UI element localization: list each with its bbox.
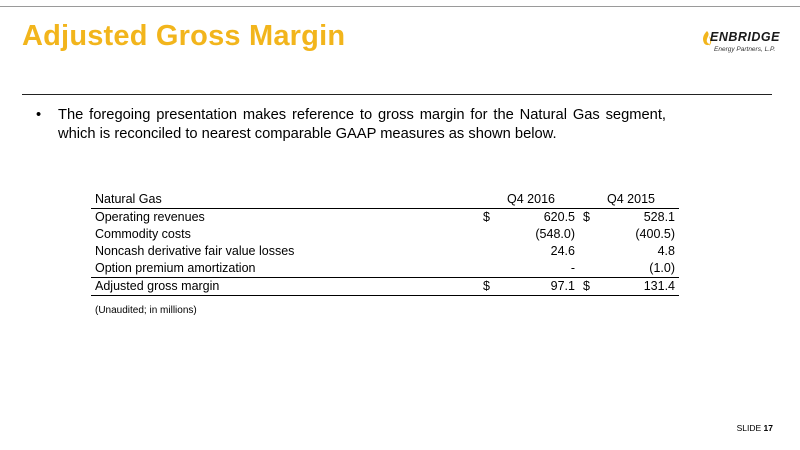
header-rule [22,94,772,95]
row-currency [579,226,597,243]
table-row [91,243,679,260]
row-value-q4-2015: 528.1 [643,210,675,224]
total-label: Adjusted gross margin [91,278,479,296]
row-value-q4-2015: 4.8 [657,244,675,258]
row-label: Option premium amortization [95,261,256,275]
bullet-dot: • [36,107,42,123]
bullet-text: The foregoing presentation makes reference to gross margin for the Natural Gas segment, which is reconciled to nearest comparable GAAP measures as shown below. [58,107,666,142]
top-rule [0,6,800,7]
total-currency: $ [479,278,497,296]
slide-label: SLIDE [736,423,762,433]
bullet-item [36,106,666,144]
slide-title: Adjusted Gross Margin [22,20,346,52]
logo-name: ENBRIDGE [710,30,780,44]
row-label: Commodity costs [95,227,191,241]
row-currency [479,226,497,243]
table-footnote: (Unaudited; in millions) [95,305,197,316]
row-currency [479,243,497,260]
table-row [91,260,679,278]
total-value-q4-2016: 97.1 [497,278,579,296]
gross-margin-table [91,191,679,296]
header-col-q4-2016: Q4 2016 [479,191,579,209]
row-value-q4-2016: (548.0) [535,227,575,241]
row-value-q4-2015: (1.0) [649,261,675,275]
enbridge-logo [700,28,788,68]
total-value-q4-2015: 131.4 [597,278,679,296]
row-currency [479,260,497,278]
table-row [91,209,679,227]
row-currency: $ [483,210,490,224]
row-label: Operating revenues [95,210,205,224]
row-currency [579,243,597,260]
header-label: Natural Gas [91,191,479,209]
row-value-q4-2016: - [570,261,575,275]
table-total-row [91,278,679,296]
total-currency: $ [579,278,597,296]
logo-subtitle: Energy Partners, L.P. [714,46,776,53]
slide-number [737,423,773,433]
row-label: Noncash derivative fair value losses [95,244,295,258]
row-value-q4-2015: (400.5) [635,227,675,241]
row-value-q4-2016: 620.5 [543,210,575,224]
header-col-q4-2015: Q4 2015 [579,191,679,209]
slide-number-value: 17 [763,423,773,433]
row-currency: $ [583,210,590,224]
table-header-row [91,191,679,209]
table-row [91,226,679,243]
row-currency [579,260,597,278]
row-value-q4-2016: 24.6 [550,244,575,258]
